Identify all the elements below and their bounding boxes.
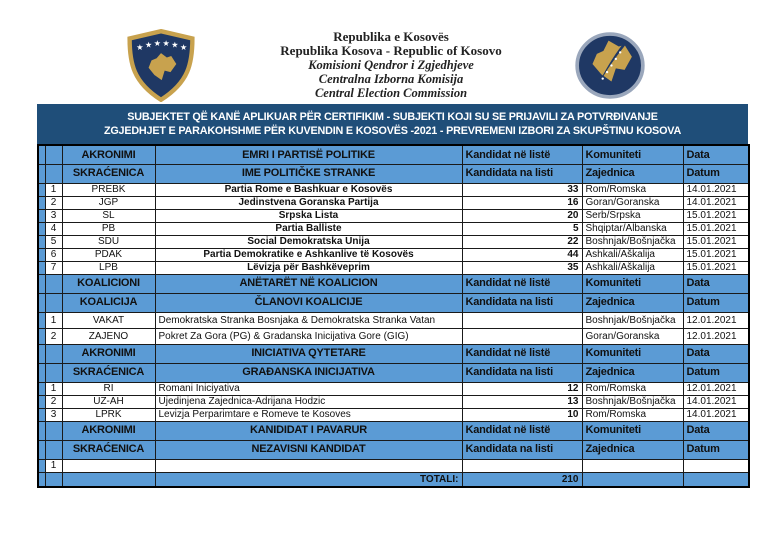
party-name-cell: Romani Iniciyativa [155, 382, 462, 395]
candidates-header-cell: Kandidata na listi [462, 164, 582, 183]
date-cell: 14.01.2021 [683, 395, 749, 408]
date-cell: 15.01.2021 [683, 222, 749, 235]
left-strip-cell [38, 312, 45, 328]
date-cell [683, 472, 749, 487]
section-header-row [38, 293, 749, 312]
date-header-cell: Data [683, 421, 749, 440]
party-name-cell: Levizja Perparimtare e Romeve te Kosoves [155, 408, 462, 421]
acronym-cell: PB [62, 222, 155, 235]
candidates-header-cell: Kandidata na listi [462, 363, 582, 382]
community-cell: Serb/Srpska [582, 209, 683, 222]
name-header-cell: GRAĐANSKA INICIJATIVA [155, 363, 462, 382]
left-strip-cell [38, 183, 45, 196]
subject-row [38, 312, 749, 328]
section-header-row [38, 145, 749, 164]
community-cell: Goran/Goranska [582, 328, 683, 344]
acronym-header-cell: SKRAĆENICA [62, 164, 155, 183]
acronym-header-cell: KOALICIJA [62, 293, 155, 312]
acronym-header-cell: AKRONIMI [62, 145, 155, 164]
date-cell: 15.01.2021 [683, 209, 749, 222]
row-number-cell: 1 [45, 459, 62, 472]
row-number-header-cell [45, 293, 62, 312]
party-name-cell: Social Demokratska Unija [155, 235, 462, 248]
party-name-cell [155, 459, 462, 472]
subject-row [38, 222, 749, 235]
date-header-cell: Datum [683, 164, 749, 183]
acronym-cell: LPRK [62, 408, 155, 421]
subject-row [38, 395, 749, 408]
community-header-cell: Zajednica [582, 363, 683, 382]
row-number-cell: 1 [45, 312, 62, 328]
svg-text:★: ★ [171, 40, 179, 50]
row-number-header-cell [45, 164, 62, 183]
org-line-commission-sr: Centralna Izborna Komisija [318, 72, 464, 86]
date-cell: 14.01.2021 [683, 196, 749, 209]
acronym-cell: PREBK [62, 183, 155, 196]
row-number-header-cell [45, 145, 62, 164]
date-cell: 12.01.2021 [683, 312, 749, 328]
left-strip-cell [38, 459, 45, 472]
community-cell: Boshnjak/Bošnjačka [582, 312, 683, 328]
row-number-cell: 2 [45, 328, 62, 344]
left-strip-cell [38, 248, 45, 261]
name-header-cell: ČLANOVI KOALICIJE [155, 293, 462, 312]
acronym-header-cell: SKRAĆENICA [62, 363, 155, 382]
date-cell: 14.01.2021 [683, 183, 749, 196]
row-number-cell: 2 [45, 196, 62, 209]
row-number-header-cell [45, 421, 62, 440]
subject-row [38, 235, 749, 248]
date-header-cell: Datum [683, 293, 749, 312]
candidates-header-cell: Kandidat në listë [462, 421, 582, 440]
community-cell: Shqiptar/Albanska [582, 222, 683, 235]
left-strip-cell [38, 209, 45, 222]
community-cell: Boshnjak/Bošnjačka [582, 395, 683, 408]
row-number-cell: 2 [45, 395, 62, 408]
date-header-cell: Data [683, 344, 749, 363]
name-header-cell: IME POLITIČKE STRANKE [155, 164, 462, 183]
date-cell: 15.01.2021 [683, 261, 749, 274]
name-header-cell: KANIDIDAT I PAVARUR [155, 421, 462, 440]
section-header-row [38, 274, 749, 293]
party-name-cell: Partia Balliste [155, 222, 462, 235]
subject-row [38, 183, 749, 196]
candidates-count-cell: 35 [462, 261, 582, 274]
svg-text:★: ★ [144, 40, 153, 50]
subject-row [38, 382, 749, 395]
section-header-row [38, 421, 749, 440]
party-name-cell: Jedinstvena Goranska Partija [155, 196, 462, 209]
subject-row [38, 261, 749, 274]
date-cell: 12.01.2021 [683, 382, 749, 395]
row-number-header-cell [45, 274, 62, 293]
party-name-cell: Partia Rome e Bashkuar e Kosovës [155, 183, 462, 196]
row-number-cell: 3 [45, 408, 62, 421]
acronym-cell: PDAK [62, 248, 155, 261]
date-cell: 14.01.2021 [683, 408, 749, 421]
candidates-count-cell: 13 [462, 395, 582, 408]
svg-text:★: ★ [180, 43, 188, 53]
party-name-cell: Demokratska Stranka Bosnjaka & Demokratska Stranka Vatan [155, 312, 462, 328]
community-cell: Ashkali/Aškalija [582, 248, 683, 261]
community-header-cell: Zajednica [582, 440, 683, 459]
org-line-commission-sq: Komisioni Qendror i Zgjedhjeve [308, 58, 474, 72]
acronym-cell: VAKAT [62, 312, 155, 328]
candidates-count-cell: 10 [462, 408, 582, 421]
row-number-header-cell [45, 344, 62, 363]
row-number-cell [45, 472, 62, 487]
community-header-cell: Zajednica [582, 164, 683, 183]
subject-row [38, 248, 749, 261]
left-strip-cell [38, 472, 45, 487]
date-header-cell: Data [683, 274, 749, 293]
name-header-cell: EMRI I PARTISË POLITIKE [155, 145, 462, 164]
candidates-header-cell: Kandidat në listë [462, 344, 582, 363]
acronym-header-cell: AKRONIMI [62, 421, 155, 440]
section-header-row [38, 440, 749, 459]
community-header-cell: Komuniteti [582, 274, 683, 293]
community-cell [582, 472, 683, 487]
total-value-cell: 210 [462, 472, 582, 487]
left-strip-cell [38, 344, 45, 363]
community-cell: Rom/Romska [582, 408, 683, 421]
row-number-cell: 6 [45, 248, 62, 261]
community-cell: Goran/Goranska [582, 196, 683, 209]
acronym-cell: SL [62, 209, 155, 222]
candidates-header-cell: Kandidat në listë [462, 274, 582, 293]
acronym-cell: LPB [62, 261, 155, 274]
row-number-cell: 3 [45, 209, 62, 222]
candidates-count-cell: 16 [462, 196, 582, 209]
svg-text:★: ★ [153, 38, 161, 48]
name-header-cell: INICIATIVA QYTETARE [155, 344, 462, 363]
date-header-cell: Data [683, 145, 749, 164]
banner-line-2: ZGJEDHJET E PARAKOHSHME PËR KUVENDIN E KOSOVËS -2021 - PREVREMENI IZBORI ZA SKUPŠTINU KOSOVA [103, 125, 682, 137]
date-header-cell: Datum [683, 363, 749, 382]
left-strip-cell [38, 363, 45, 382]
left-strip-cell [38, 196, 45, 209]
community-header-cell: Komuniteti [582, 344, 683, 363]
acronym-header-cell: SKRAĆENICA [62, 440, 155, 459]
left-strip-cell [38, 222, 45, 235]
subjects-table-wrap [37, 144, 749, 488]
acronym-cell [62, 459, 155, 472]
left-strip-cell [38, 145, 45, 164]
acronym-cell: JGP [62, 196, 155, 209]
candidates-count-cell [462, 459, 582, 472]
left-strip-cell [38, 235, 45, 248]
party-name-cell: Ujedinjena Zajednica-Adrijana Hodzic [155, 395, 462, 408]
subject-row [38, 459, 749, 472]
candidates-count-cell [462, 312, 582, 328]
org-line-commission-en: Central Election Commission [314, 86, 468, 100]
row-number-header-cell [45, 363, 62, 382]
acronym-cell [62, 472, 155, 487]
left-strip-cell [38, 164, 45, 183]
acronym-cell: ZAJENO [62, 328, 155, 344]
row-number-cell: 1 [45, 382, 62, 395]
left-strip-cell [38, 408, 45, 421]
acronym-cell: RI [62, 382, 155, 395]
candidates-count-cell: 20 [462, 209, 582, 222]
svg-text:★: ★ [162, 38, 170, 48]
candidates-count-cell: 12 [462, 382, 582, 395]
subject-row [38, 328, 749, 344]
community-cell [582, 459, 683, 472]
date-cell: 12.01.2021 [683, 328, 749, 344]
row-number-cell: 1 [45, 183, 62, 196]
date-cell: 15.01.2021 [683, 248, 749, 261]
name-header-cell: ANËTARËT NË KOALICION [155, 274, 462, 293]
left-strip-cell [38, 328, 45, 344]
acronym-cell: SDU [62, 235, 155, 248]
party-name-cell: Lëvizja për Bashkëveprim [155, 261, 462, 274]
row-number-header-cell [45, 440, 62, 459]
left-strip-cell [38, 382, 45, 395]
row-number-cell: 5 [45, 235, 62, 248]
total-row [38, 472, 749, 487]
acronym-header-cell: KOALICIONI [62, 274, 155, 293]
subject-row [38, 209, 749, 222]
title-banner [37, 104, 748, 144]
candidates-header-cell: Kandidata na listi [462, 293, 582, 312]
org-line-multi: Republika Kosova - Republic of Kosovo [280, 43, 502, 58]
banner-line-1: SUBJEKTET QË KANË APLIKUAR PËR CERTIFIKIM - SUBJEKTI KOJI SU SE PRIJAVILI ZA POTVRĐIVANJE [127, 111, 658, 123]
community-header-cell: Komuniteti [582, 421, 683, 440]
subject-row [38, 196, 749, 209]
community-header-cell: Zajednica [582, 293, 683, 312]
left-strip-cell [38, 274, 45, 293]
candidates-count-cell: 22 [462, 235, 582, 248]
community-cell: Ashkali/Aškalija [582, 261, 683, 274]
community-cell: Rom/Romska [582, 183, 683, 196]
date-header-cell: Datum [683, 440, 749, 459]
total-label-cell: TOTALI: [155, 472, 462, 487]
subjects-table [37, 144, 750, 488]
left-strip-cell [38, 421, 45, 440]
row-number-cell: 7 [45, 261, 62, 274]
left-strip-cell [38, 395, 45, 408]
svg-text:★: ★ [136, 43, 144, 53]
acronym-cell: UZ-AH [62, 395, 155, 408]
section-header-row [38, 363, 749, 382]
section-header-row [38, 344, 749, 363]
acronym-header-cell: AKRONIMI [62, 344, 155, 363]
row-number-cell: 4 [45, 222, 62, 235]
party-name-cell: Pokret Za Gora (PG) & Gradanska Inicijativa Gore (GIG) [155, 328, 462, 344]
community-header-cell: Komuniteti [582, 145, 683, 164]
candidates-count-cell: 33 [462, 183, 582, 196]
party-name-cell: Srpska Lista [155, 209, 462, 222]
candidates-count-cell: 44 [462, 248, 582, 261]
candidates-count-cell: 5 [462, 222, 582, 235]
community-cell: Rom/Romska [582, 382, 683, 395]
date-cell [683, 459, 749, 472]
section-header-row [38, 164, 749, 183]
party-name-cell: Partia Demokratike e Ashkanlive të Kosovës [155, 248, 462, 261]
left-strip-cell [38, 440, 45, 459]
candidates-header-cell: Kandidata na listi [462, 440, 582, 459]
org-line-sq: Republika e Kosovës [333, 29, 449, 44]
date-cell: 15.01.2021 [683, 235, 749, 248]
left-strip-cell [38, 261, 45, 274]
org-header [181, 30, 601, 100]
name-header-cell: NEZAVISNI KANDIDAT [155, 440, 462, 459]
candidates-header-cell: Kandidat në listë [462, 145, 582, 164]
community-cell: Boshnjak/Bošnjačka [582, 235, 683, 248]
subject-row [38, 408, 749, 421]
candidates-count-cell [462, 328, 582, 344]
left-strip-cell [38, 293, 45, 312]
